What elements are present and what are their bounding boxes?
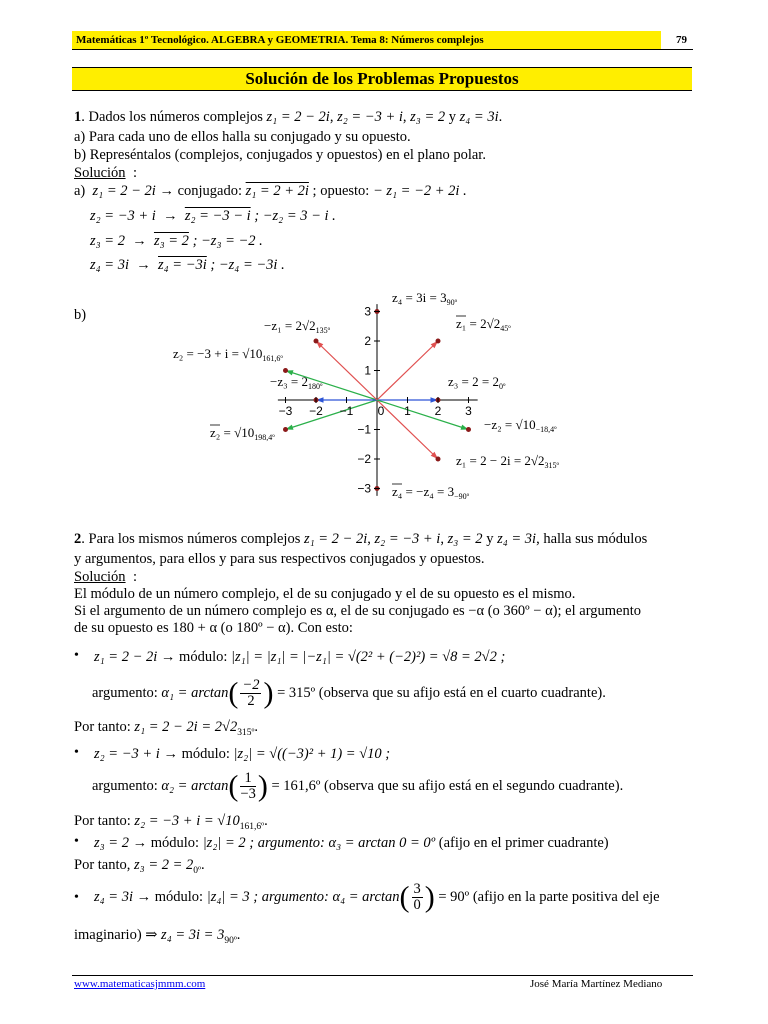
page-number: 79 xyxy=(676,34,687,46)
p1-z3: z₃ = 2 xyxy=(410,109,446,125)
b1-argumento: argumento: α₁ = arctan( $\frac{-2}{2}$ ) = 315º (observa que su afijo está en el cuarto cuadrante). xyxy=(92,676,606,710)
label-neg-z1: $-z_1 = 2√2_{135º}$ xyxy=(264,318,331,335)
data-point xyxy=(436,457,441,462)
p1-a-row3: z₃ = 2 → z₃ = 2 ; −z₃ = −2 . xyxy=(90,233,263,249)
data-point xyxy=(436,339,441,344)
p1-z2: z₂ = −3 + i xyxy=(337,109,403,125)
data-point xyxy=(466,427,471,432)
problem2-para2a: Si el argumento de un número complejo es α, el de su conjugado es −α (o 360º − α); el argumento xyxy=(74,603,642,619)
b2-argumento: argumento: α₂ = arctan( $\frac{1}{-3}$ ) = 161,6º (observa que su afijo está en el segundo cuadrante). xyxy=(92,769,624,803)
problem2-solution-label: Solución xyxy=(74,569,126,585)
complex-plane-chart xyxy=(160,288,590,508)
x-tick-label: −1 xyxy=(339,404,354,418)
section-title: Solución de los Problemas Propuestos xyxy=(72,67,692,91)
x-tick-label: −2 xyxy=(309,404,323,418)
label-conj-z1: $z_1 = 2√2_{45º}$ xyxy=(456,316,511,333)
problem1-part-a: a) Para cada uno de ellos halla su conjugado y su opuesto. xyxy=(74,129,411,145)
p1-a-row1: a) z₁ = 2 − 2i → conjugado: z₁ = 2 + 2i ; opuesto: − z₁ = −2 + 2i . xyxy=(74,183,467,199)
data-point xyxy=(283,368,288,373)
x-tick-label: 1 xyxy=(404,404,411,418)
data-point xyxy=(283,427,288,432)
y-tick-label: −1 xyxy=(357,422,371,437)
bullet-1: • xyxy=(74,648,79,663)
b4-line: z₄ = 3i → módulo: |z₄| = 3 ; argumento: α₄ = arctan( $\frac{3}{0}$ ) = 90º (afijo en la parte positiva del eje xyxy=(94,880,660,914)
label-neg-z3: $-z_3 = 2_{180º}$ xyxy=(270,374,323,391)
label-z2: $z_2 = -3 + i = √10_{161,6º}$ xyxy=(173,346,283,363)
y-tick-label: 1 xyxy=(364,363,371,378)
bullet-3: • xyxy=(74,834,79,849)
p1-y: y xyxy=(448,109,456,125)
label-z4: $z_4 = 3i = 3_{90º}$ xyxy=(392,290,458,307)
chart-labels xyxy=(173,290,560,501)
y-tick-label: 3 xyxy=(364,304,371,319)
problem2-para2b: de su opuesto es 180 + α (o 180º − α). Con esto: xyxy=(74,620,353,636)
b3-result: Por tanto, $z_3 = 2 = 2_{0º}$. xyxy=(74,857,205,876)
b3-line: z₃ = 2 → módulo: |z₂| = 2 ; argumento: α₃ = arctan 0 = 0º (afijo en el primer cuadrante) xyxy=(94,835,609,851)
label-conj-z2: $z_2 = √10_{198,4º}$ xyxy=(210,425,275,442)
footer-rule xyxy=(72,975,693,976)
bullet-2: • xyxy=(74,745,79,760)
problem1-text: . Dados los números complejos xyxy=(81,109,263,125)
problem1-number: 1 xyxy=(74,109,82,125)
bullet-4: • xyxy=(74,890,79,905)
x-tick-label: −3 xyxy=(278,404,293,418)
x-tick-label: 0 xyxy=(377,404,385,418)
p1-z1: z₁ = 2 − 2i xyxy=(266,109,330,125)
data-point xyxy=(314,339,319,344)
problem2-statement-c: y argumentos, para ellos y para sus respectivos conjugados y opuestos. xyxy=(74,551,485,567)
b1-result: Por tanto: $z_1 = 2 - 2i = 2√2_{315º}$. xyxy=(74,719,259,738)
label-conj-z4: $z_4 = -z_4 = 3_{-90º}$ xyxy=(392,484,470,501)
b2-modulo: z₂ = −3 + i → módulo: |z₂| = √((−3)² + 1) = √10 ; xyxy=(94,746,391,762)
header-rule xyxy=(72,49,693,50)
b1-modulo: z₁ = 2 − 2i → módulo: |z₁| = |z₁| = |−z₁| = √(2² + (−2)²) = √8 = 2√2 ; xyxy=(94,649,506,665)
x-tick-label: 2 xyxy=(434,404,442,418)
p1-b-label: b) xyxy=(74,307,87,323)
label-z1: $z_1 = 2 - 2i = 2√2_{315º}$ xyxy=(456,453,560,470)
problem1-statement: 1. Dados los números complejos z₁ = 2 − 2i, z₂ = −3 + i, z₃ = 2 y z₄ = 3i. xyxy=(74,109,503,125)
p1-a-row2: z₂ = −3 + i → z₂ = −3 − i ; −z₂ = 3 − i . xyxy=(90,208,336,224)
y-tick-label: −3 xyxy=(357,481,371,496)
b2-result: Por tanto: $z_2 = -3 + i = √10_{161,6º}$. xyxy=(74,813,268,832)
x-tick-label: 3 xyxy=(465,404,472,418)
vector-line xyxy=(377,400,469,430)
vector-line xyxy=(377,341,438,400)
label-neg-z2: $-z_2 = √10_{-18,4º}$ xyxy=(484,417,557,434)
y-tick-label: −2 xyxy=(357,452,371,466)
header-title: Matemáticas 1º Tecnológico. ALGEBRA y GEOMETRIA. Tema 8: Números complejos xyxy=(72,31,661,49)
problem1-solution-label: Solución xyxy=(74,165,126,181)
b4-result: imaginario) ⇒ $z_4 = 3i = 3_{90º}$. xyxy=(74,927,241,946)
footer-website-link[interactable]: www.matematicasjmmm.com xyxy=(74,978,206,990)
footer-author: José María Martínez Mediano xyxy=(530,978,663,990)
p1-z4: z₄ = 3i xyxy=(459,109,499,125)
label-z3: $z_3 = 2 = 2_{0º}$ xyxy=(448,374,506,391)
problem2-para1: El módulo de un número complejo, el de su conjugado y el de su opuesto es el mismo. xyxy=(74,586,576,602)
problem2-statement: 2. Para los mismos números complejos z₁ = 2 − 2i, z₂ = −3 + i, z₃ = 2 y z₄ = 3i, halla sus módulos xyxy=(74,531,648,547)
problem1-part-b: b) Represéntalos (complejos, conjugados y opuestos) en el plano polar. xyxy=(74,147,486,163)
document-page: Matemáticas 1º Tecnológico. ALGEBRA y GEOMETRIA. Tema 8: Números complejos 79 Solución de los Problemas Propuestos 1. Dados los números complejos z₁ = 2 − 2i, z₂ = −3 + i, z₃ = 2 y z₄ = 3i. a) Para cada uno de ellos halla su conjugado y su opuesto. b) Represéntalos (complejos, conjugados y opuestos) en el plano polar. Solución : a) z₁ = 2 − 2i → conjugado: z₁ = 2 + 2i ; opuesto: − z₁ = −2 + 2i . z₂ = −3 + i → z₂ = −3 − i ; −z₂ = 3 − i . z₃ = 2 → z₃ = 2 ; −z₃ = −2 . z₄ = 3i → z₄ = −3i ; −z₄ = −3i . b) −3 −2 −1 0 1 2 3 3 2 1 −1 −2 −3 $z_4 = 3i = 3_{90º}$ $-z_1 = 2√2_{135º}$ $z_1 = 2√2_{45º}$ $z_2 = -3 + i = √10_{161,6º}$ $-z_3 = 2_{180º}$ $z_3 = 2 = 2_{0º}$ $-z_2 = √10_{-18,4º}$ $z_2 = √10_{198,4º}$ $z_1 = 2 - 2i = 2√2_{315º}$ $z_4 = -z_4 = 3_{-90º}$ 2. Para los mismos números complejos z₁ = 2 − 2i, z₂ = −3 + i, z₃ = 2 y z₄ = 3i, halla sus módulos y argumentos, para ellos y para sus respectivos conjugados y opuestos. Solución : El módulo de un número complejo, el de su conjugado y el de su opuesto es el mismo. Si el argumento de un número complejo es α, el de su conjugado es −α (o 360º − α); el argumento de su opuesto es 180 + α (o 180º − α). Con esto: • z₁ = 2 − 2i → módulo: |z₁| = |z₁| = |−z₁| = √(2² + (−2)²) = √8 = 2√2 ; argumento: α₁ = arctan( $\frac{-2}{2}$ ) = 315º (observa que su afijo está en el cuarto cuadrante). Por tanto: $z_1 = 2 - 2i = 2√2_{315º}$. • z₂ = −3 + i → módulo: |z₂| = √((−3)² + 1) = √10 ; argumento: α₂ = arctan( $\frac{1}{-3}$ ) = 161,6º (observa que su afijo está en el segundo cuadrante). Por tanto: $z_2 = -3 + i = √10_{161,6º}$. • z₃ = 2 → módulo: |z₂| = 2 ; argumento: α₃ = arctan 0 = 0º (afijo en el primer cuadrante) Por tanto, $z_3 = 2 = 2_{0º}$. • z₄ = 3i → módulo: |z₄| = 3 ; argumento: α₄ = arctan( $\frac{3}{0}$ ) = 90º (afijo en la parte positiva del eje imaginario) ⇒ $z_4 = 3i = 3_{90º}$. www.matematicasjmmm.com José María Martínez Mediano xyxy=(0,0,768,1024)
p1-a-row4: z₄ = 3i → z₄ = −3i ; −z₄ = −3i . xyxy=(90,257,285,273)
y-tick-label: 2 xyxy=(364,334,371,348)
